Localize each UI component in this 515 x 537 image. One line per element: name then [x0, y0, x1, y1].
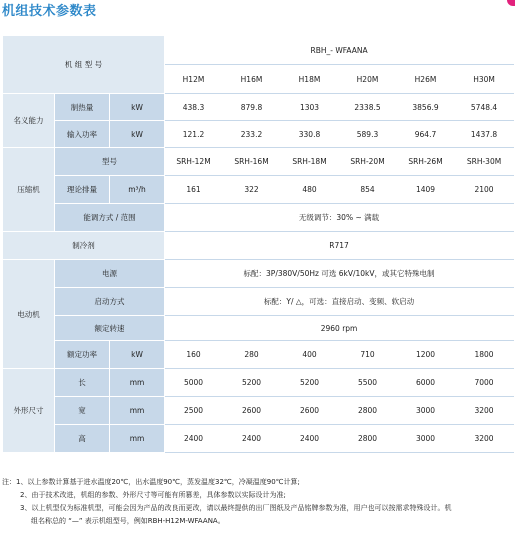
- row-label: 型号: [55, 148, 165, 176]
- cell: 1437.8: [455, 121, 514, 148]
- cell: 5500: [339, 369, 397, 397]
- model-col: H30M: [455, 65, 514, 94]
- cell: 2600: [281, 397, 339, 425]
- row-label: 启动方式: [55, 288, 165, 316]
- cell: 2400: [223, 425, 281, 453]
- row-unit: mm: [110, 425, 165, 453]
- cell: 7000: [455, 369, 514, 397]
- span-cell: 标配：Y/ △，可选：直接启动、变频、软启动: [165, 288, 514, 316]
- row-unit: m³/h: [110, 176, 165, 204]
- row-label: 宽: [55, 397, 110, 425]
- cell: 2600: [223, 397, 281, 425]
- cell: SRH-26M: [397, 148, 455, 176]
- cell: 3000: [397, 425, 455, 453]
- cell: 710: [339, 341, 397, 369]
- cell: 854: [339, 176, 397, 204]
- row-unit: kW: [110, 341, 165, 369]
- row-label: 额定转速: [55, 316, 165, 341]
- cell: SRH-30M: [455, 148, 514, 176]
- cell: 2500: [165, 397, 223, 425]
- row-label: 能调方式 / 范围: [55, 204, 165, 232]
- cell: 160: [165, 341, 223, 369]
- cell: 3200: [455, 397, 514, 425]
- cell: 1409: [397, 176, 455, 204]
- note-1: 注：1、以上参数计算基于进水温度20℃，出水温度90℃，蒸发温度32℃，冷凝温度90℃计算;: [2, 478, 300, 486]
- cell: 330.8: [281, 121, 339, 148]
- cell: 2400: [281, 425, 339, 453]
- cell: 2800: [339, 397, 397, 425]
- refrigerant-label: 制冷剂: [3, 232, 165, 260]
- span-cell: 2960 rpm: [165, 316, 514, 341]
- cell: 5748.4: [455, 94, 514, 121]
- row-unit: mm: [110, 397, 165, 425]
- span-cell: 无级调节：30% ~ 满载: [165, 204, 514, 232]
- cell: 2400: [165, 425, 223, 453]
- row-label: 长: [55, 369, 110, 397]
- cell: 879.8: [223, 94, 281, 121]
- cell: 3200: [455, 425, 514, 453]
- cell: 964.7: [397, 121, 455, 148]
- note-3: 3、以上机型仅为标准机型，可能会因为产品的改良而更改，请以最终提供的出厂图纸及产品铭牌参数为准，用户也可以按需求特殊设计。机: [20, 504, 452, 512]
- footnotes: [2, 476, 513, 528]
- series-name: RBH_- WFAANA: [165, 36, 514, 65]
- cell: 2800: [339, 425, 397, 453]
- cell: 480: [281, 176, 339, 204]
- cell: 2100: [455, 176, 514, 204]
- cell: 280: [223, 341, 281, 369]
- cell: SRH-16M: [223, 148, 281, 176]
- group-motor: 电动机: [3, 260, 55, 369]
- cell: 1200: [397, 341, 455, 369]
- cell: 233.2: [223, 121, 281, 148]
- group-compressor: 压缩机: [3, 148, 55, 232]
- spec-table: [2, 35, 514, 453]
- cell: 161: [165, 176, 223, 204]
- row-label: 制热量: [55, 94, 110, 121]
- cell: 1800: [455, 341, 514, 369]
- model-header: 机 组 型 号: [3, 36, 165, 94]
- row-label: 输入功率: [55, 121, 110, 148]
- row-unit: kW: [110, 94, 165, 121]
- cell: 5200: [281, 369, 339, 397]
- cell: 438.3: [165, 94, 223, 121]
- page-title: 机组技术参数表: [2, 4, 97, 19]
- cell: 6000: [397, 369, 455, 397]
- cell: 5200: [223, 369, 281, 397]
- cell: 1303: [281, 94, 339, 121]
- row-label: 额定功率: [55, 341, 110, 369]
- cell: 3000: [397, 397, 455, 425]
- row-label: 高: [55, 425, 110, 453]
- note-2: 2、由于技术改进，机组的参数、外形尺寸等可能有所篡差，具体参数以实际设计为准;: [20, 491, 286, 499]
- group-capacity: 名义能力: [3, 94, 55, 148]
- model-col: H18M: [281, 65, 339, 94]
- cell: 3856.9: [397, 94, 455, 121]
- row-label: 电源: [55, 260, 165, 288]
- model-col: H20M: [339, 65, 397, 94]
- note-3-continued: 组名称总的 “—” 表示机组型号，例如RBH-H12M-WFAANA。: [31, 517, 225, 525]
- model-col: H16M: [223, 65, 281, 94]
- cell: SRH-18M: [281, 148, 339, 176]
- cell: 2338.5: [339, 94, 397, 121]
- cell: 589.3: [339, 121, 397, 148]
- row-unit: kW: [110, 121, 165, 148]
- row-unit: mm: [110, 369, 165, 397]
- cell: 322: [223, 176, 281, 204]
- cell: 5000: [165, 369, 223, 397]
- group-dimensions: 外形尺寸: [3, 369, 55, 453]
- model-col: H26M: [397, 65, 455, 94]
- row-label: 理论排量: [55, 176, 110, 204]
- span-cell: 标配：3P/380V/50Hz 可选 6kV/10kV，或其它特殊电制: [165, 260, 514, 288]
- cell: 400: [281, 341, 339, 369]
- cell: SRH-12M: [165, 148, 223, 176]
- cell: 121.2: [165, 121, 223, 148]
- span-cell: R717: [165, 232, 514, 260]
- model-col: H12M: [165, 65, 223, 94]
- brand-accent: [507, 0, 515, 6]
- cell: SRH-20M: [339, 148, 397, 176]
